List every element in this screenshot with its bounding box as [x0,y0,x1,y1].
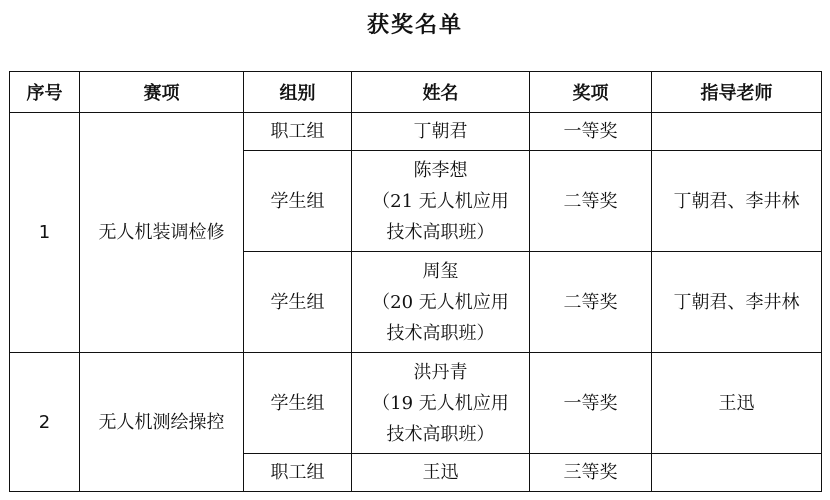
table-row [10,353,822,454]
group-cell: 职工组 [244,454,352,492]
person-name: 丁朝君 [413,121,468,142]
class-line-1: （19 无人机应用 [372,392,509,414]
awards-table [9,71,822,492]
teacher-cell [652,113,822,151]
table-header-row [10,72,822,113]
seq-cell: 2 [10,353,80,492]
header-group: 组别 [244,72,352,113]
class-line-1: （20 无人机应用 [372,291,509,313]
person-name: 王迅 [422,462,459,483]
table-row [10,113,822,151]
name-cell [352,454,530,492]
class-line-2: 技术高职班） [386,423,495,445]
header-award: 奖项 [530,72,652,113]
group-cell: 职工组 [244,113,352,151]
award-cell: 三等奖 [530,454,652,492]
seq-cell: 1 [10,113,80,353]
class-line-2: 技术高职班） [386,221,495,243]
teacher-cell: 丁朝君、李井林 [652,252,822,353]
name-cell [352,151,530,252]
award-cell: 一等奖 [530,353,652,454]
award-cell: 二等奖 [530,151,652,252]
class-line-1: （21 无人机应用 [372,190,509,212]
person-name: 陈李想 [413,159,468,181]
name-cell [352,252,530,353]
person-name: 周玺 [422,260,459,282]
teacher-cell: 王迅 [652,353,822,454]
class-line-2: 技术高职班） [386,322,495,344]
award-cell: 二等奖 [530,252,652,353]
name-cell [352,353,530,454]
person-name: 洪丹青 [413,361,468,383]
award-cell: 一等奖 [530,113,652,151]
teacher-cell: 丁朝君、李井林 [652,151,822,252]
event-cell: 无人机测绘操控 [80,353,244,492]
group-cell: 学生组 [244,151,352,252]
header-teacher: 指导老师 [652,72,822,113]
name-cell [352,113,530,151]
header-event: 赛项 [80,72,244,113]
page-title: 获奖名单 [366,12,463,38]
event-cell: 无人机装调检修 [80,113,244,353]
header-name: 姓名 [352,72,530,113]
group-cell: 学生组 [244,252,352,353]
teacher-cell [652,454,822,492]
group-cell: 学生组 [244,353,352,454]
header-seq: 序号 [10,72,80,113]
